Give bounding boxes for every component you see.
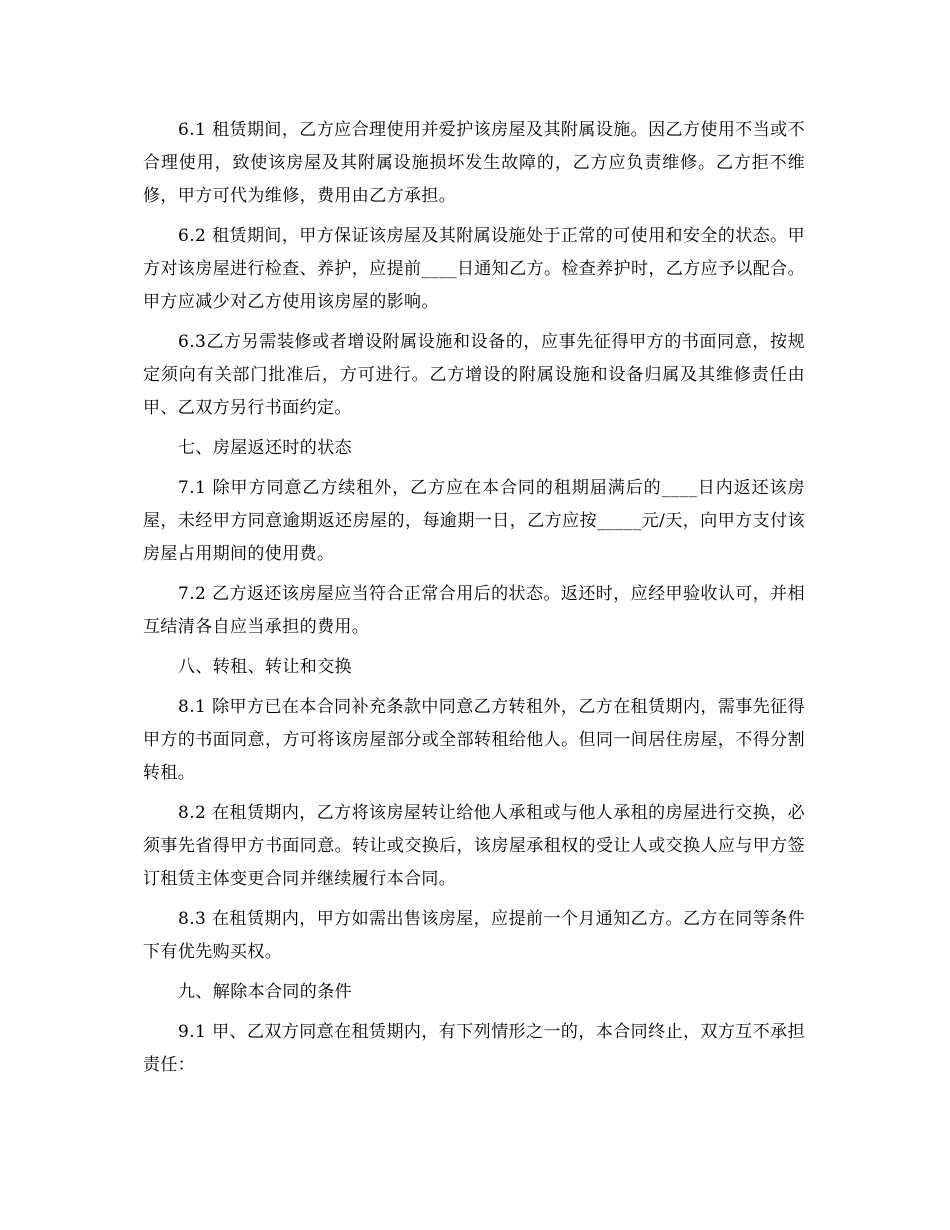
paragraph-gap [143, 684, 805, 691]
clause-8-2: 8.2 在租赁期内，乙方将该房屋转让给他人承租或与他人承租的房屋进行交换，必须事先省得甲方书面同意。转让或交换后，该房屋承租权的受让人或交换人应与甲方签订租赁主体变更合同并继续履行本合同。 [143, 803, 805, 889]
section-heading-7: 七、房屋返还时的状态 [178, 438, 352, 458]
paragraph-gap [143, 644, 805, 651]
paragraph-gap [143, 896, 805, 903]
paragraph-gap [143, 790, 805, 797]
clause-6-3: 6.3乙方另需装修或者增设附属设施和设备的，应事先征得甲方的书面同意，按规定须向有关部门批准后，方可进行。乙方增设的附属设施和设备归属及其维修责任由甲、乙双方另行书面约定。 [143, 332, 805, 418]
paragraph-gap [143, 969, 805, 976]
clause-6-2: 6.2 租赁期间，甲方保证该房屋及其附属设施处于正常的可使用和安全的状态。甲方对该房屋进行检查、养护，应提前____日通知乙方。检查养护时，乙方应予以配合。甲方应减少对乙方使用该房屋的影响。 [143, 226, 805, 312]
paragraph-gap [143, 1009, 805, 1016]
clause-7-2: 7.2 乙方返还该房屋应当符合正常合用后的状态。返还时，应经甲验收认可，并相互结清各自应当承担的费用。 [143, 584, 805, 637]
paragraph-gap [143, 465, 805, 472]
clause-9-1: 9.1 甲、乙双方同意在租赁期内，有下列情形之一的，本合同终止，双方互不承担责任： [143, 1022, 805, 1075]
paragraph-gap [143, 425, 805, 432]
clause-8-1: 8.1 除甲方已在本合同补充条款中同意乙方转租外，乙方在租赁期内，需事先征得甲方的书面同意，方可将该房屋部分或全部转租给他人。但同一间居住房屋，不得分割转租。 [143, 697, 805, 783]
section-heading-9: 九、解除本合同的条件 [178, 982, 352, 1002]
paragraph-gap [143, 571, 805, 578]
document-body [143, 114, 805, 1082]
paragraph-gap [143, 213, 805, 220]
clause-6-1: 6.1 租赁期间，乙方应合理使用并爱护该房屋及其附属设施。因乙方使用不当或不合理使用，致使该房屋及其附属设施损坏发生故障的，乙方应负责维修。乙方拒不维修，甲方可代为维修，费用由乙方承担。 [143, 120, 805, 206]
paragraph-gap [143, 319, 805, 326]
clause-8-3: 8.3 在租赁期内，甲方如需出售该房屋，应提前一个月通知乙方。乙方在同等条件下有优先购买权。 [143, 909, 805, 962]
clause-7-1: 7.1 除甲方同意乙方续租外，乙方应在本合同的租期届满后的____日内返还该房屋，未经甲方同意逾期返还房屋的，每逾期一日，乙方应按_____元/天，向甲方支付该房屋占用期间的使用费。 [143, 478, 805, 564]
section-heading-8: 八、转租、转让和交换 [178, 657, 352, 677]
